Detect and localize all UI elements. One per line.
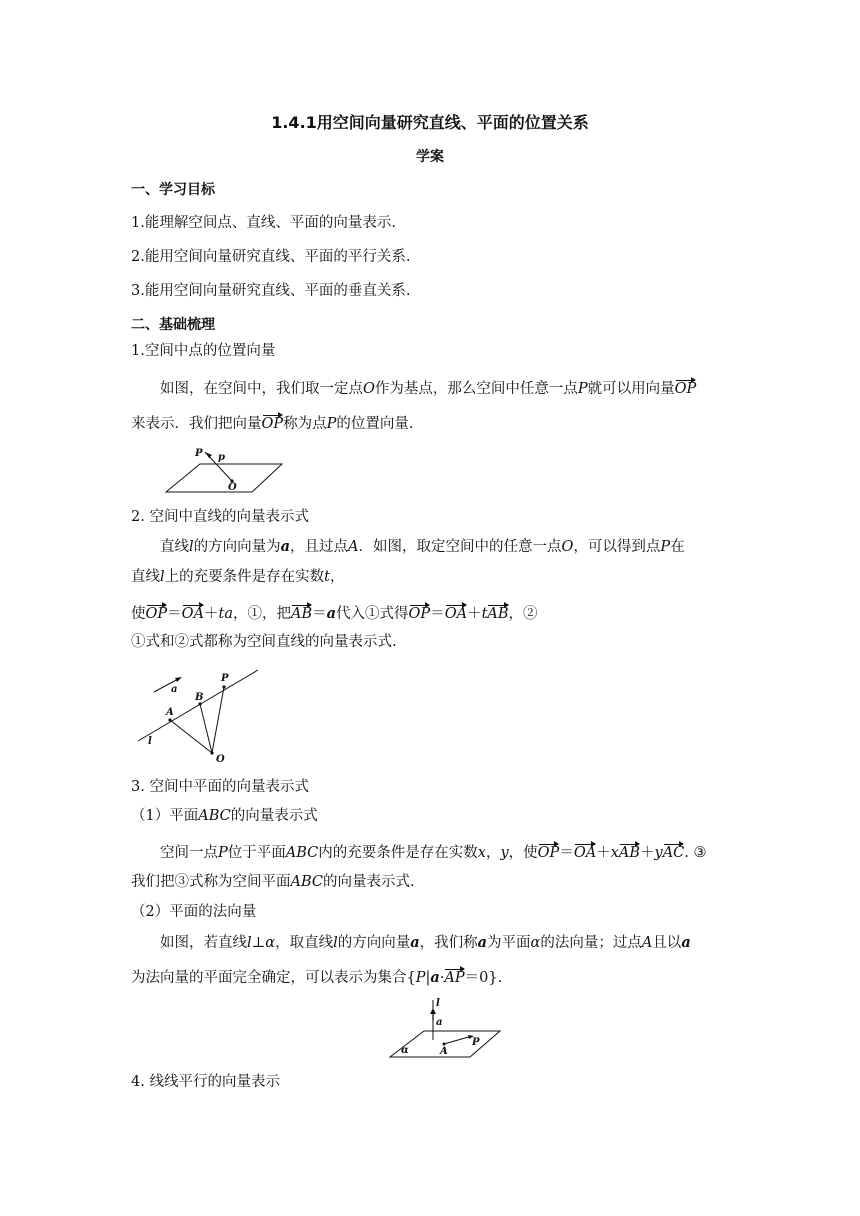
section-heading-goals: 一、学习目标 <box>131 182 215 198</box>
goal-item-3: 3.能用空间向量研究直线、平面的垂直关系. <box>131 283 411 299</box>
goal-item-1: 1.能理解空间点、直线、平面的向量表示. <box>131 215 396 231</box>
subsection-title-line-vector: 2. 空间中直线的向量表示式 <box>131 509 309 525</box>
vector-op: OP <box>261 416 284 432</box>
subsection-title-plane-vector: 3. 空间中平面的向量表示式 <box>131 779 309 795</box>
figure-plane-normal-vector <box>388 996 508 1060</box>
figure-label-a: a <box>436 1017 443 1028</box>
vector-op: OP <box>674 381 697 397</box>
figure-label-A: A <box>440 1046 448 1057</box>
vector-ab: AB <box>618 845 640 861</box>
figure-label-A: A <box>166 707 174 718</box>
paragraph-plane-abc-line2: 我们把③式称为空间平面ABC的向量表示式. <box>131 874 415 890</box>
paragraph-point-vector-line2: 来表示．我们把向量OP称为点P的位置向量. <box>131 416 414 432</box>
section-heading-basics: 二、基础梳理 <box>131 317 215 333</box>
sub-subsection-title-normal-vector: （2）平面的法向量 <box>131 904 257 920</box>
sub-subsection-title-plane-abc: （1）平面ABC的向量表示式 <box>131 808 318 824</box>
figure-label-a: a <box>171 684 178 695</box>
figure-label-P: P <box>472 1037 480 1048</box>
figure-label-p: p <box>218 452 225 463</box>
vector-op: OP <box>145 606 168 622</box>
vector-oa: OA <box>444 606 468 622</box>
paragraph-point-vector-line1: 如图，在空间中，我们取一定点O作为基点，那么空间中任意一点P就可以用向量OP <box>160 381 697 397</box>
paragraph-normal-vector-line2: 为法向量的平面完全确定，可以表示为集合{P|a·AP＝0}. <box>131 969 503 986</box>
paragraph-line-vector-conclusion: ①式和②式都称为空间直线的向量表示式. <box>131 634 397 650</box>
figure-label-B: B <box>195 692 204 703</box>
equation-line-vector: 使OP＝OA＋ta，①，把AB＝a代入①式得OP＝OA＋tAB，② <box>131 605 538 622</box>
figure-label-P: P <box>221 673 229 684</box>
vector-oa: OA <box>181 606 205 622</box>
figure-point-position-vector <box>160 444 290 494</box>
figure-label-alpha: α <box>401 1045 409 1056</box>
subsection-title-point-vector: 1.空间中点的位置向量 <box>131 343 276 359</box>
vector-oa: OA <box>573 845 597 861</box>
page-subtitle: 学案 <box>416 149 444 165</box>
figure-label-l: l <box>148 736 152 747</box>
goal-item-2: 2.能用空间向量研究直线、平面的平行关系. <box>131 249 411 265</box>
subsection-title-parallel-lines: 4. 线线平行的向量表示 <box>131 1074 280 1090</box>
vector-ap: AP <box>444 970 465 986</box>
paragraph-line-vector-line1: 直线l的方向向量为a，且过点A．如图，取定空间中的任意一点O，可以得到点P在 <box>160 538 685 555</box>
paragraph-normal-vector-line1: 如图，若直线l⊥α，取直线l的方向向量a，我们称a为平面α的法向量；过点A且以a <box>160 934 691 951</box>
vector-ac: AC <box>662 845 685 861</box>
figure-label-l: l <box>436 998 440 1009</box>
vector-op: OP <box>408 606 431 622</box>
page-title: 1.4.1用空间向量研究直线、平面的位置关系 <box>271 113 589 132</box>
vector-op: OP <box>537 845 560 861</box>
paragraph-line-vector-line2: 直线l上的充要条件是存在实数t， <box>131 569 345 585</box>
figure-line-vector <box>134 664 284 764</box>
vector-ab: AB <box>487 606 509 622</box>
figure-label-P: P <box>195 448 203 459</box>
vector-ab: AB <box>291 606 313 622</box>
figure-label-O: O <box>216 754 225 765</box>
paragraph-plane-abc-line1: 空间一点P位于平面ABC内的充要条件是存在实数x，y，使OP＝OA＋xAB＋yAC. ③ <box>160 845 707 861</box>
figure-label-O: O <box>228 482 237 493</box>
